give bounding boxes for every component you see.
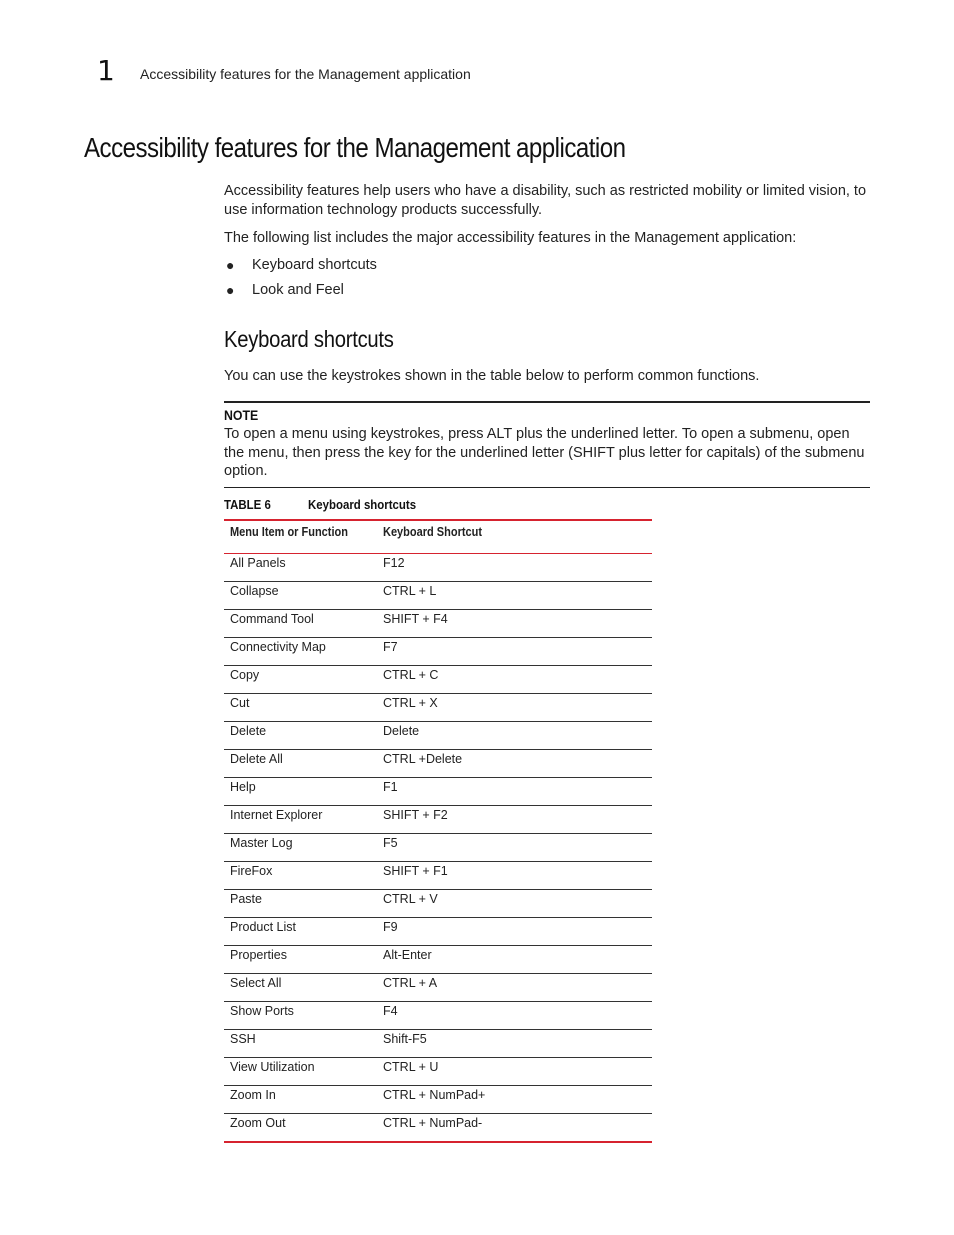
section-title: Accessibility features for the Management application [84,132,626,163]
cell-shortcut: CTRL + NumPad- [383,1116,483,1130]
table-row [224,666,652,694]
table-row [224,974,652,1002]
cell-shortcut: CTRL +Delete [377,750,652,778]
table-row [224,778,652,806]
table-row [224,582,652,610]
cell-function: Command Tool [224,610,377,638]
cell-function: Show Ports [224,1002,377,1030]
cell-shortcut: F4 [377,1002,652,1030]
subsection-title: Keyboard shortcuts [224,326,394,352]
cell-shortcut: CTRL + U [377,1058,652,1086]
table-row [224,834,652,862]
cell-shortcut: CTRL + C [377,666,652,694]
table-row [224,610,652,638]
table-row [224,862,652,890]
cell-function: Properties [224,946,377,974]
cell-shortcut: F7 [377,638,652,666]
list-intro-paragraph: The following list includes the major accessibility features in the Management application: [224,230,797,246]
table-number: TABLE 6 [224,497,271,512]
cell-function: Help [224,778,377,806]
running-header: Accessibility features for the Management application [140,66,471,82]
list-item-label: Look and Feel [252,282,344,298]
subsection-paragraph: You can use the keystrokes shown in the table below to perform common functions. [224,368,760,384]
intro-paragraph: Accessibility features help users who have a disability, such as restricted mobility or limited vision, to use information technology products successfully. [224,183,867,218]
cell-shortcut: CTRL + NumPad+ [377,1086,652,1114]
table-row [224,890,652,918]
table-row [224,750,652,778]
cell-function: All Panels [224,554,377,582]
cell-function: Master Log [224,834,377,862]
note-box [224,401,870,488]
cell-shortcut: Delete [377,722,652,750]
table-row [224,1086,652,1114]
table-row [224,1002,652,1030]
cell-shortcut: CTRL + L [377,582,652,610]
cell-function: Product List [224,918,377,946]
table-row [224,1058,652,1086]
cell-function: Paste [224,890,377,918]
cell-shortcut: F1 [377,778,652,806]
table-row [224,694,652,722]
table-row [224,638,652,666]
cell-shortcut: SHIFT + F1 [377,862,652,890]
cell-shortcut: F9 [377,918,652,946]
bullet-icon: ● [226,257,235,273]
table-row [224,946,652,974]
cell-shortcut: SHIFT + F4 [377,610,652,638]
column-header-shortcut: Keyboard Shortcut [377,520,652,554]
cell-function: FireFox [224,862,377,890]
column-header-menu-item: Menu Item or Function [224,520,377,554]
cell-function: Collapse [224,582,377,610]
note-text: To open a menu using keystrokes, press ALT plus the underlined letter. To open a submenu, open the menu, then press the key for the underlined letter (SHIFT plus letter for capitals) of the submenu option. [224,426,865,479]
note-label: NOTE [224,407,259,423]
table-row [224,722,652,750]
bullet-icon: ● [226,282,235,298]
cell-function: Copy [224,666,377,694]
keyboard-shortcuts-table [224,519,652,1143]
table-row [224,1030,652,1058]
cell-function: View Utilization [224,1058,377,1086]
cell-shortcut: Alt-Enter [377,946,652,974]
chapter-number: 1 [97,54,115,87]
list-item-label: Keyboard shortcuts [252,257,377,273]
cell-function: Zoom Out [230,1116,286,1130]
table-header-row [224,520,652,554]
cell-function: Select All [224,974,377,1002]
cell-function: Delete All [224,750,377,778]
cell-shortcut: CTRL + X [377,694,652,722]
table-row [224,918,652,946]
cell-shortcut: CTRL + V [377,890,652,918]
table-caption [224,497,417,512]
cell-function: SSH [224,1030,377,1058]
cell-shortcut: SHIFT + F2 [377,806,652,834]
table-row [224,1114,652,1143]
cell-function: Delete [224,722,377,750]
table-title: Keyboard shortcuts [308,497,417,512]
cell-function: Cut [224,694,377,722]
table-row [224,554,652,582]
cell-function: Internet Explorer [224,806,377,834]
cell-function: Zoom In [224,1086,377,1114]
cell-shortcut: Shift-F5 [377,1030,652,1058]
table-row [224,806,652,834]
cell-shortcut: F5 [377,834,652,862]
cell-shortcut: CTRL + A [377,974,652,1002]
cell-shortcut: F12 [377,554,652,582]
cell-function: Connectivity Map [224,638,377,666]
